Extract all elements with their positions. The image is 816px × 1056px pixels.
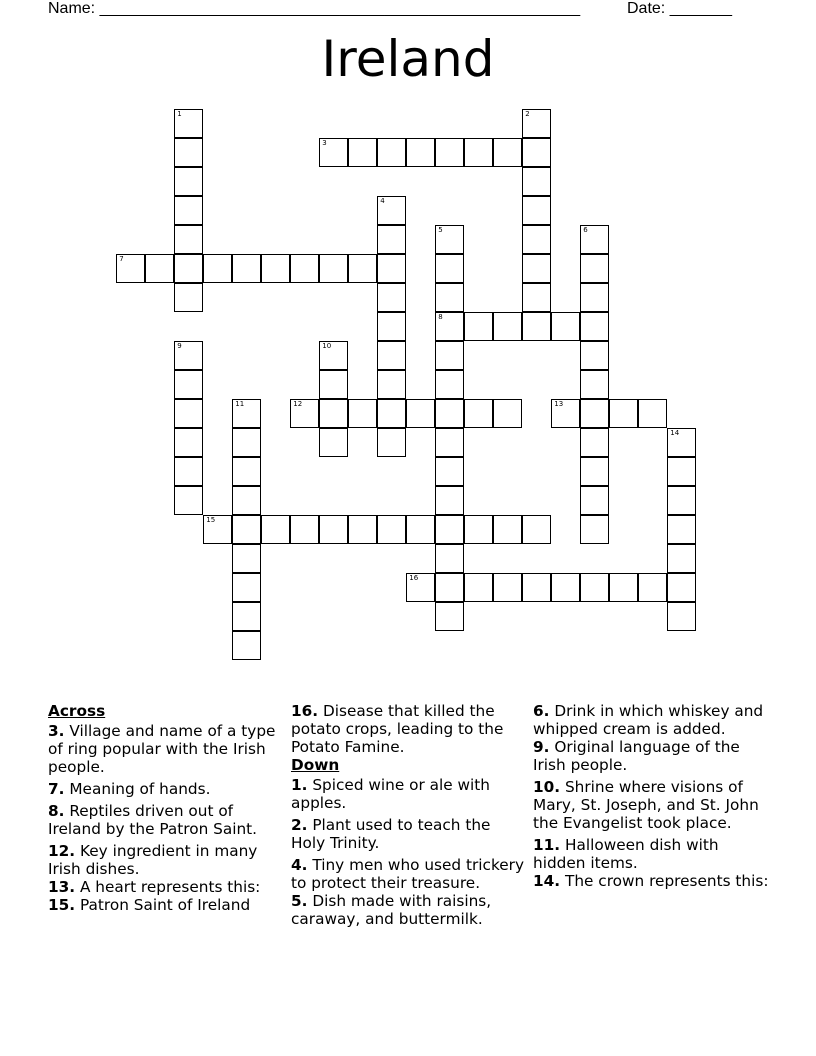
grid-cell[interactable] <box>232 457 261 486</box>
clue-number: 11. <box>533 836 561 854</box>
cell-number: 2 <box>525 110 530 119</box>
grid-cell[interactable] <box>174 109 203 138</box>
grid-cell[interactable] <box>580 312 609 341</box>
grid-cell[interactable] <box>522 312 551 341</box>
clue-across-13 <box>48 878 284 896</box>
clue-down-6 <box>533 702 769 738</box>
clue-number: 9. <box>533 738 550 756</box>
grid-cell[interactable] <box>174 138 203 167</box>
grid-cell[interactable] <box>667 602 696 631</box>
grid-cell[interactable] <box>609 399 638 428</box>
grid-cell[interactable] <box>174 486 203 515</box>
grid-cell[interactable] <box>319 138 348 167</box>
grid-cell[interactable] <box>174 457 203 486</box>
cell-number: 13 <box>554 400 564 409</box>
grid-cell[interactable] <box>464 399 493 428</box>
grid-cell[interactable] <box>174 225 203 254</box>
clue-number: 7. <box>48 780 65 798</box>
grid-cell[interactable] <box>609 573 638 602</box>
clue-text: Meaning of hands. <box>64 780 211 798</box>
grid-cell[interactable] <box>377 312 406 341</box>
grid-cell[interactable] <box>493 138 522 167</box>
grid-cell[interactable] <box>522 109 551 138</box>
clue-across-8 <box>48 802 284 838</box>
clue-text: Drink in which whiskey and whipped cream is added. <box>533 702 764 738</box>
grid-cell[interactable] <box>174 196 203 225</box>
date-field-label: Date: _______ <box>627 0 732 17</box>
crossword-grid <box>117 110 698 662</box>
grid-cell[interactable] <box>580 283 609 312</box>
grid-cell[interactable] <box>464 515 493 544</box>
grid-cell[interactable] <box>435 602 464 631</box>
grid-cell[interactable] <box>580 370 609 399</box>
clue-text: Shrine where visions of Mary, St. Joseph, and St. John the Evangelist took place. <box>533 778 759 832</box>
clue-number: 5. <box>291 892 308 910</box>
grid-cell[interactable] <box>522 573 551 602</box>
cell-number: 1 <box>177 110 182 119</box>
grid-cell[interactable] <box>435 428 464 457</box>
grid-cell[interactable] <box>377 341 406 370</box>
grid-cell[interactable] <box>522 138 551 167</box>
grid-cell[interactable] <box>464 138 493 167</box>
clue-across-15 <box>48 896 284 914</box>
grid-cell[interactable] <box>174 428 203 457</box>
cell-number: 3 <box>322 139 327 148</box>
clue-number: 4. <box>291 856 308 874</box>
grid-cell[interactable] <box>174 341 203 370</box>
grid-cell[interactable] <box>493 573 522 602</box>
grid-cell[interactable] <box>435 312 464 341</box>
clue-text: Patron Saint of Ireland <box>75 896 251 914</box>
grid-cell[interactable] <box>232 428 261 457</box>
clue-number: 8. <box>48 802 65 820</box>
clues-column-1 <box>48 702 284 918</box>
clue-down-1 <box>291 776 527 812</box>
grid-cell[interactable] <box>406 573 435 602</box>
grid-cell[interactable] <box>667 544 696 573</box>
grid-cell[interactable] <box>348 254 377 283</box>
grid-cell[interactable] <box>377 196 406 225</box>
grid-cell[interactable] <box>232 573 261 602</box>
grid-cell[interactable] <box>377 225 406 254</box>
grid-cell[interactable] <box>667 428 696 457</box>
grid-cell[interactable] <box>406 138 435 167</box>
grid-cell[interactable] <box>435 254 464 283</box>
grid-cell[interactable] <box>174 399 203 428</box>
grid-cell[interactable] <box>319 515 348 544</box>
grid-cell[interactable] <box>580 573 609 602</box>
grid-cell[interactable] <box>377 399 406 428</box>
grid-cell[interactable] <box>348 515 377 544</box>
down-heading: Down <box>291 756 340 774</box>
clue-down-4 <box>291 856 527 892</box>
grid-cell[interactable] <box>522 283 551 312</box>
grid-cell[interactable] <box>464 312 493 341</box>
grid-cell[interactable] <box>522 225 551 254</box>
grid-cell[interactable] <box>406 399 435 428</box>
cell-number: 5 <box>438 226 443 235</box>
grid-cell[interactable] <box>203 254 232 283</box>
clue-text: Spiced wine or ale with apples. <box>291 776 490 812</box>
grid-cell[interactable] <box>232 254 261 283</box>
grid-cell[interactable] <box>406 515 435 544</box>
clue-text: Plant used to teach the Holy Trinity. <box>291 816 491 852</box>
grid-cell[interactable] <box>435 225 464 254</box>
grid-cell[interactable] <box>174 283 203 312</box>
cell-number: 12 <box>293 400 303 409</box>
clue-across-3 <box>48 722 284 776</box>
grid-cell[interactable] <box>580 225 609 254</box>
grid-cell[interactable] <box>435 544 464 573</box>
clues-column-3 <box>533 702 769 894</box>
clue-number: 13. <box>48 878 76 896</box>
clue-across-7 <box>48 780 284 798</box>
grid-cell[interactable] <box>522 167 551 196</box>
grid-cell[interactable] <box>580 254 609 283</box>
grid-cell[interactable] <box>174 370 203 399</box>
grid-cell[interactable] <box>551 312 580 341</box>
grid-cell[interactable] <box>435 399 464 428</box>
grid-cell[interactable] <box>667 573 696 602</box>
clue-text: Reptiles driven out of Ireland by the Patron Saint. <box>48 802 258 838</box>
grid-cell[interactable] <box>319 341 348 370</box>
clue-text: Village and name of a type of ring popular with the Irish people. <box>48 722 276 776</box>
clue-text: Original language of the Irish people. <box>533 738 740 774</box>
clue-number: 2. <box>291 816 308 834</box>
clue-text: Tiny men who used trickery to protect their treasure. <box>291 856 525 892</box>
grid-cell[interactable] <box>232 399 261 428</box>
grid-cell[interactable] <box>319 370 348 399</box>
grid-cell[interactable] <box>232 515 261 544</box>
grid-cell[interactable] <box>145 254 174 283</box>
clue-across-12 <box>48 842 284 878</box>
grid-cell[interactable] <box>377 254 406 283</box>
grid-cell[interactable] <box>435 138 464 167</box>
clue-number: 15. <box>48 896 76 914</box>
page-title: Ireland <box>321 30 495 88</box>
grid-cell[interactable] <box>174 254 203 283</box>
grid-cell[interactable] <box>580 428 609 457</box>
name-field-label: Name: ______________________________________________________ <box>48 0 581 17</box>
clue-text: The crown represents this: <box>560 872 769 890</box>
clue-text: Halloween dish with hidden items. <box>533 836 719 872</box>
cell-number: 4 <box>380 197 385 206</box>
grid-cell[interactable] <box>319 399 348 428</box>
clue-text: Key ingredient in many Irish dishes. <box>48 842 258 878</box>
clue-number: 16. <box>291 702 319 720</box>
grid-cell[interactable] <box>377 283 406 312</box>
grid-cell[interactable] <box>203 515 232 544</box>
grid-cell[interactable] <box>435 457 464 486</box>
grid-cell[interactable] <box>232 544 261 573</box>
clue-text: A heart represents this: <box>75 878 261 896</box>
clue-text: Disease that killed the potato crops, leading to the Potato Famine. <box>291 702 504 756</box>
cell-number: 15 <box>206 516 216 525</box>
grid-cell[interactable] <box>435 486 464 515</box>
grid-cell[interactable] <box>290 399 319 428</box>
grid-cell[interactable] <box>319 254 348 283</box>
grid-cell[interactable] <box>377 370 406 399</box>
clue-down-5 <box>291 892 527 928</box>
clue-number: 3. <box>48 722 65 740</box>
grid-cell[interactable] <box>493 515 522 544</box>
grid-cell[interactable] <box>522 196 551 225</box>
clue-number: 6. <box>533 702 550 720</box>
grid-cell[interactable] <box>522 254 551 283</box>
grid-cell[interactable] <box>348 399 377 428</box>
cell-number: 7 <box>119 255 124 264</box>
cell-number: 6 <box>583 226 588 235</box>
grid-cell[interactable] <box>319 428 348 457</box>
grid-cell[interactable] <box>493 399 522 428</box>
clue-number: 12. <box>48 842 76 860</box>
grid-cell[interactable] <box>551 573 580 602</box>
grid-cell[interactable] <box>232 486 261 515</box>
cell-number: 9 <box>177 342 182 351</box>
clue-text: Dish made with raisins, caraway, and buttermilk. <box>291 892 492 928</box>
clue-across-16 <box>291 702 527 756</box>
grid-cell[interactable] <box>435 341 464 370</box>
grid-cell[interactable] <box>232 602 261 631</box>
grid-cell[interactable] <box>261 515 290 544</box>
grid-cell[interactable] <box>667 515 696 544</box>
grid-cell[interactable] <box>348 138 377 167</box>
clue-number: 14. <box>533 872 561 890</box>
cell-number: 16 <box>409 574 419 583</box>
grid-cell[interactable] <box>377 515 406 544</box>
clue-down-11 <box>533 836 769 872</box>
grid-cell[interactable] <box>435 370 464 399</box>
grid-cell[interactable] <box>232 631 261 660</box>
grid-cell[interactable] <box>435 573 464 602</box>
clue-down-10 <box>533 778 769 832</box>
cell-number: 8 <box>438 313 443 322</box>
grid-cell[interactable] <box>377 428 406 457</box>
cell-number: 14 <box>670 429 680 438</box>
cell-number: 11 <box>235 400 245 409</box>
clue-number: 1. <box>291 776 308 794</box>
grid-cell[interactable] <box>580 486 609 515</box>
grid-cell[interactable] <box>116 254 145 283</box>
clue-down-14 <box>533 872 769 890</box>
grid-cell[interactable] <box>464 573 493 602</box>
grid-cell[interactable] <box>667 457 696 486</box>
grid-cell[interactable] <box>580 341 609 370</box>
grid-cell[interactable] <box>580 457 609 486</box>
grid-cell[interactable] <box>667 486 696 515</box>
grid-cell[interactable] <box>290 515 319 544</box>
clues-column-2 <box>291 702 527 932</box>
grid-cell[interactable] <box>638 573 667 602</box>
grid-cell[interactable] <box>580 399 609 428</box>
grid-cell[interactable] <box>580 515 609 544</box>
clue-down-9 <box>533 738 769 774</box>
grid-cell[interactable] <box>435 283 464 312</box>
grid-cell[interactable] <box>435 515 464 544</box>
grid-cell[interactable] <box>551 399 580 428</box>
cell-number: 10 <box>322 342 332 351</box>
grid-cell[interactable] <box>377 138 406 167</box>
across-heading: Across <box>48 702 106 720</box>
grid-cell[interactable] <box>638 399 667 428</box>
grid-cell[interactable] <box>493 312 522 341</box>
grid-cell[interactable] <box>174 167 203 196</box>
grid-cell[interactable] <box>290 254 319 283</box>
clue-number: 10. <box>533 778 561 796</box>
clue-down-2 <box>291 816 527 852</box>
grid-cell[interactable] <box>522 515 551 544</box>
grid-cell[interactable] <box>261 254 290 283</box>
